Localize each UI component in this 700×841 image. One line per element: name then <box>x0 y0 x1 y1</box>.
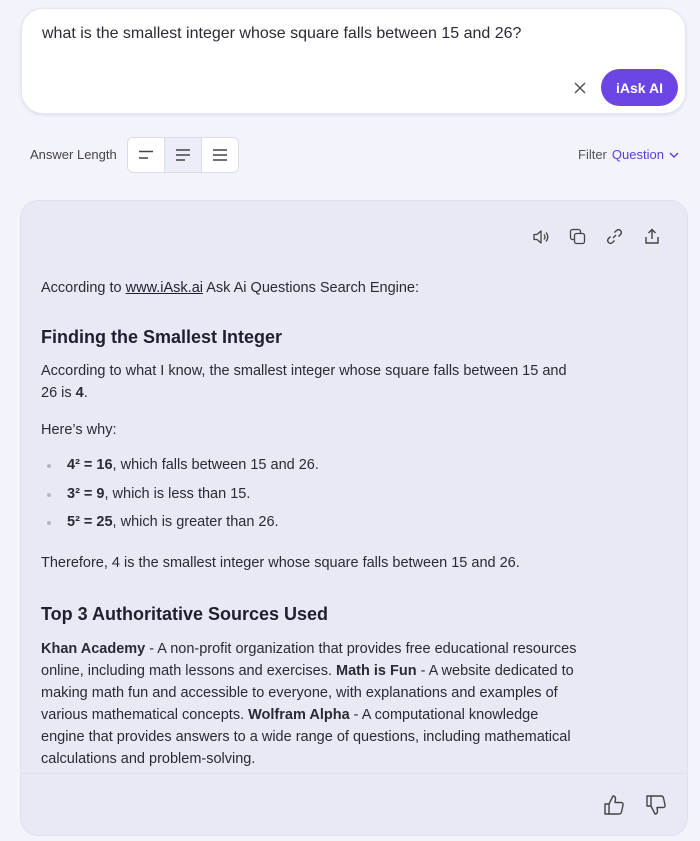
feedback-bar <box>603 794 667 816</box>
answer-length-selector <box>127 137 239 173</box>
para1-text: According to what I know, the smallest integer whose square falls between 15 and 26 is <box>41 363 567 401</box>
para1-end: . <box>83 385 88 401</box>
length-medium-button[interactable] <box>164 138 202 172</box>
chevron-down-icon[interactable] <box>669 152 679 158</box>
para1-answer: 4 <box>75 385 84 401</box>
filter-dropdown[interactable]: Question <box>611 147 664 162</box>
answer-card <box>20 200 688 836</box>
answer-intro <box>41 277 581 299</box>
speaker-icon <box>532 229 550 245</box>
search-query-input[interactable]: what is the smallest integer whose square falls between 15 and 26? <box>42 25 522 42</box>
answer-content <box>41 277 581 770</box>
source-desc: - A computational knowledge engine that provides answers to a wide range of questions, including mathematical calculations and problem-solving. <box>41 706 571 767</box>
thumbs-up-icon <box>603 794 625 816</box>
thumbs-up-button[interactable] <box>603 794 625 816</box>
share-link-button[interactable] <box>605 227 624 246</box>
ask-ai-button[interactable]: iAsk AI <box>601 69 678 106</box>
share-icon <box>644 228 660 245</box>
read-aloud-button[interactable] <box>531 227 550 246</box>
clear-button[interactable] <box>570 78 590 98</box>
source-desc: - A website dedicated to making math fun and accessible to everyone, with explanations and examples of various mathematical concepts. <box>41 662 574 723</box>
align-short-icon <box>138 150 154 160</box>
answer-paragraph-3: Therefore, 4 is the smallest integer whose square falls between 15 and 26. <box>41 554 520 571</box>
iask-link[interactable]: www.iAsk.ai <box>125 280 203 296</box>
bullet-text: , which is greater than 26. <box>112 514 279 530</box>
copy-icon <box>569 228 586 245</box>
answer-heading-sources: Top 3 Authoritative Sources Used <box>41 603 329 624</box>
list-item <box>67 483 581 512</box>
length-long-button[interactable] <box>202 138 238 172</box>
list-item <box>67 511 581 540</box>
align-medium-icon <box>175 149 191 161</box>
bullet-bold: 4² = 16 <box>67 457 113 473</box>
copy-button[interactable] <box>568 227 587 246</box>
divider <box>21 773 687 774</box>
link-icon <box>606 228 623 245</box>
bullet-bold: 3² = 9 <box>67 485 105 502</box>
source-name: Khan Academy <box>41 640 146 657</box>
intro-suffix: Ask Ai Questions Search Engine: <box>203 280 420 296</box>
sources-paragraph <box>41 638 581 770</box>
answer-toolbar <box>531 227 661 246</box>
answer-paragraph-1 <box>41 360 581 404</box>
source-name: Wolfram Alpha <box>248 706 350 723</box>
list-item <box>67 454 581 483</box>
share-button[interactable] <box>642 227 661 246</box>
search-card <box>21 8 686 114</box>
close-icon <box>574 82 586 94</box>
thumbs-down-button[interactable] <box>645 794 667 816</box>
answer-heading-finding: Finding the Smallest Integer <box>41 327 283 347</box>
reason-list <box>41 454 581 540</box>
answer-length-label: Answer Length <box>30 147 117 162</box>
bullet-text: , which is less than 15. <box>104 485 251 502</box>
source-desc: - A non-profit organization that provides free educational resources online, including math lessons and exercises. <box>41 640 577 679</box>
bullet-bold: 5² = 25 <box>67 514 113 530</box>
filter-control <box>578 147 679 162</box>
align-long-icon <box>212 149 228 161</box>
filter-label: Filter <box>578 147 607 162</box>
length-short-button[interactable] <box>128 138 164 172</box>
answer-paragraph-2: Here’s why: <box>41 422 117 438</box>
intro-prefix: According to <box>41 280 126 296</box>
bullet-text: , which falls between 15 and 26. <box>112 457 319 473</box>
source-name: Math is Fun <box>336 662 417 679</box>
thumbs-down-icon <box>645 794 667 816</box>
